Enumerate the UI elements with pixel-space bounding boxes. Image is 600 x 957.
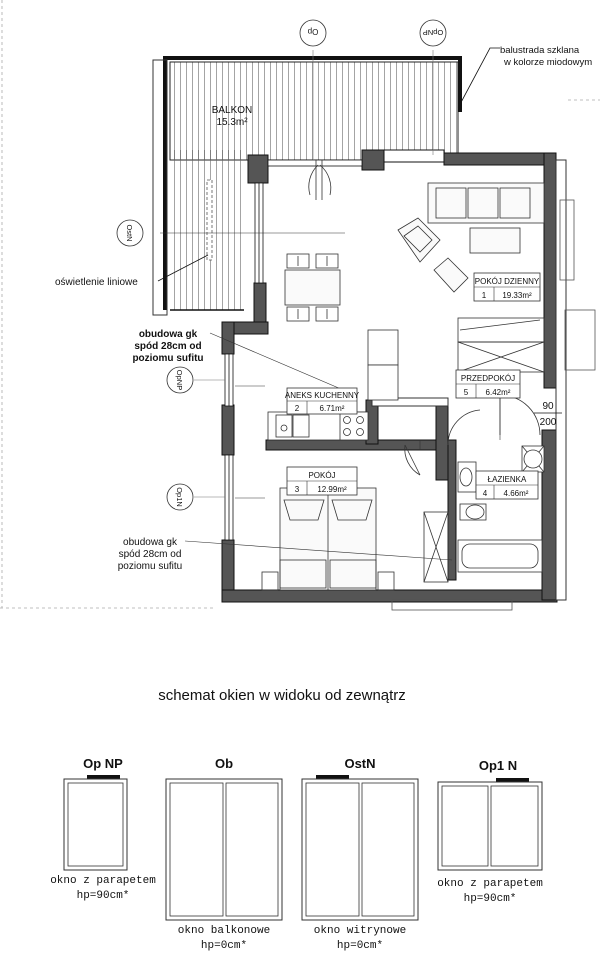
svg-text:4.66m²: 4.66m² xyxy=(503,489,529,498)
casing-note-1-line2: spód 28cm od xyxy=(134,341,202,352)
bathroom-fixtures xyxy=(458,446,544,572)
window-desc-2: hp=0cm* xyxy=(336,940,384,952)
svg-text:OpNP: OpNP xyxy=(175,369,184,391)
svg-text:3: 3 xyxy=(294,485,300,494)
svg-text:5: 5 xyxy=(463,388,469,397)
svg-text:2: 2 xyxy=(294,404,300,413)
casing-note-2-line3: poziomu sufitu xyxy=(117,561,183,572)
window-desc-2: hp=90cm* xyxy=(76,890,130,902)
svg-text:ŁAZIENKA: ŁAZIENKA xyxy=(487,475,527,484)
window-code: Ob xyxy=(214,756,234,771)
window-schema-ob xyxy=(166,756,282,952)
svg-text:PRZEDPOKÓJ: PRZEDPOKÓJ xyxy=(460,374,516,383)
svg-text:ANEKS KUCHENNY: ANEKS KUCHENNY xyxy=(284,391,360,400)
svg-text:90: 90 xyxy=(542,401,554,412)
svg-text:1: 1 xyxy=(481,291,487,300)
room-label-hallway xyxy=(456,370,520,398)
window-code: Op NP xyxy=(83,756,123,771)
window-tag-op1n-left xyxy=(167,484,225,510)
svg-text:12.99m²: 12.99m² xyxy=(317,485,347,494)
svg-text:OpNP: OpNP xyxy=(422,28,444,37)
casing-note-2-line1: obudowa gk xyxy=(123,537,177,548)
room-label-bathroom xyxy=(476,471,538,499)
window-tag-opnp-left xyxy=(167,367,225,393)
room-label-kitchen xyxy=(285,388,360,414)
window-code: Op1 N xyxy=(478,758,518,773)
svg-text:POKÓJ DZIENNY: POKÓJ DZIENNY xyxy=(474,277,540,286)
window-code: OstN xyxy=(344,756,376,771)
svg-text:OstN: OstN xyxy=(125,224,134,242)
svg-text:19.33m²: 19.33m² xyxy=(502,291,532,300)
window-schema-ostn xyxy=(302,756,418,952)
lighting-note: oświetlenie liniowe xyxy=(55,277,138,288)
window-desc-1: okno witrynowe xyxy=(313,925,407,937)
casing-note-1-line1: obudowa gk xyxy=(138,329,198,340)
window-desc-1: okno z parapetem xyxy=(437,878,543,890)
room-label-bedroom xyxy=(287,467,357,495)
window-desc-2: hp=0cm* xyxy=(200,940,248,952)
svg-text:Op: Op xyxy=(307,27,319,36)
window-tag-ostn-left xyxy=(117,220,143,246)
svg-text:POKÓJ: POKÓJ xyxy=(308,471,336,480)
window-schema-op-np xyxy=(50,756,156,902)
balcony-name: BALKON xyxy=(211,105,253,116)
svg-text:Op1N: Op1N xyxy=(175,487,184,507)
schema-title: schemat okien w widoku od zewnątrz xyxy=(158,687,406,704)
window-desc-1: okno balkonowe xyxy=(177,925,271,937)
casing-note-1-line3: poziomu sufitu xyxy=(132,353,204,364)
casing-note-2-line2: spód 28cm od xyxy=(118,549,182,560)
railing-note-line2: w kolorze miodowym xyxy=(504,57,593,68)
balcony-area: 15.3m² xyxy=(216,117,248,128)
svg-text:4: 4 xyxy=(482,489,488,498)
railing-note-line1: balustrada szklana xyxy=(500,45,580,56)
window-desc-1: okno z parapetem xyxy=(50,875,156,887)
window-desc-2: hp=90cm* xyxy=(463,893,517,905)
room-label-living xyxy=(474,273,540,301)
svg-text:6.71m²: 6.71m² xyxy=(319,404,345,413)
svg-text:200: 200 xyxy=(539,417,557,428)
window-schema-op1-n xyxy=(437,758,543,905)
bedroom-furniture xyxy=(262,488,394,590)
svg-text:6.42m²: 6.42m² xyxy=(485,388,511,397)
railing-note-leader xyxy=(458,48,500,108)
